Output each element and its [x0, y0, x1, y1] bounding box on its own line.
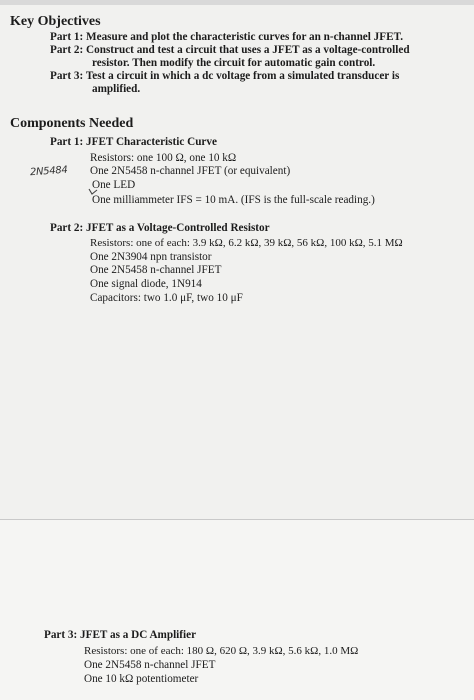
handwritten-note: 2N5484 [29, 164, 68, 179]
objective-part2-cont: resistor. Then modify the circuit for automatic gain control. [92, 57, 376, 69]
objective-part3-cont: amplified. [92, 83, 141, 95]
part1-title: Part 1: JFET Characteristic Curve [50, 136, 217, 148]
part2-item-5: Capacitors: two 1.0 μF, two 10 μF [90, 292, 243, 304]
part2-item-3: One 2N5458 n-channel JFET [90, 264, 222, 276]
part1-item-2: One 2N5458 n-channel JFET (or equivalent) [90, 165, 291, 177]
part1-item-1: Resistors: one 100 Ω, one 10 kΩ [90, 152, 237, 164]
objective-part1-label: Part 1: [50, 31, 84, 43]
top-edge [0, 0, 474, 5]
key-objectives-heading: Key Objectives [10, 14, 101, 29]
objective-part3-text: Test a circuit in which a dc voltage from a simulated transducer is [85, 70, 400, 82]
part3-item-3: One 10 kΩ potentiometer [84, 673, 199, 685]
lower-sheet [0, 520, 474, 700]
part2-item-4: One signal diode, 1N914 [90, 278, 202, 290]
part1-item-3: One LED [92, 179, 136, 191]
part3-title: Part 3: JFET as a DC Amplifier [44, 629, 197, 641]
objective-part1-text: Measure and plot the characteristic curves for an n-channel JFET. [86, 31, 403, 43]
objective-part2-text: Construct and test a circuit that uses a JFET as a voltage-controlled [86, 44, 410, 56]
part3-item-2: One 2N5458 n-channel JFET [84, 659, 216, 671]
objective-part1 [50, 31, 403, 44]
part2-item-1: Resistors: one of each: 3.9 kΩ, 6.2 kΩ, 39 kΩ, 56 kΩ, 100 kΩ, 5.1 MΩ [90, 237, 403, 249]
part1-item-4: One milliammeter IFS = 10 mA. (IFS is the full-scale reading.) [92, 194, 375, 206]
objective-part2 [50, 44, 410, 57]
objective-part3-label: Part 3: [50, 70, 84, 82]
components-heading: Components Needed [10, 116, 134, 131]
objective-part3 [50, 70, 399, 83]
part2-title: Part 2: JFET as a Voltage-Controlled Resistor [50, 222, 270, 234]
part3-item-1: Resistors: one of each: 180 Ω, 620 Ω, 3.9 kΩ, 5.6 kΩ, 1.0 MΩ [84, 645, 359, 657]
objective-part2-label: Part 2: [50, 44, 84, 56]
part2-item-2: One 2N3904 npn transistor [90, 251, 212, 263]
